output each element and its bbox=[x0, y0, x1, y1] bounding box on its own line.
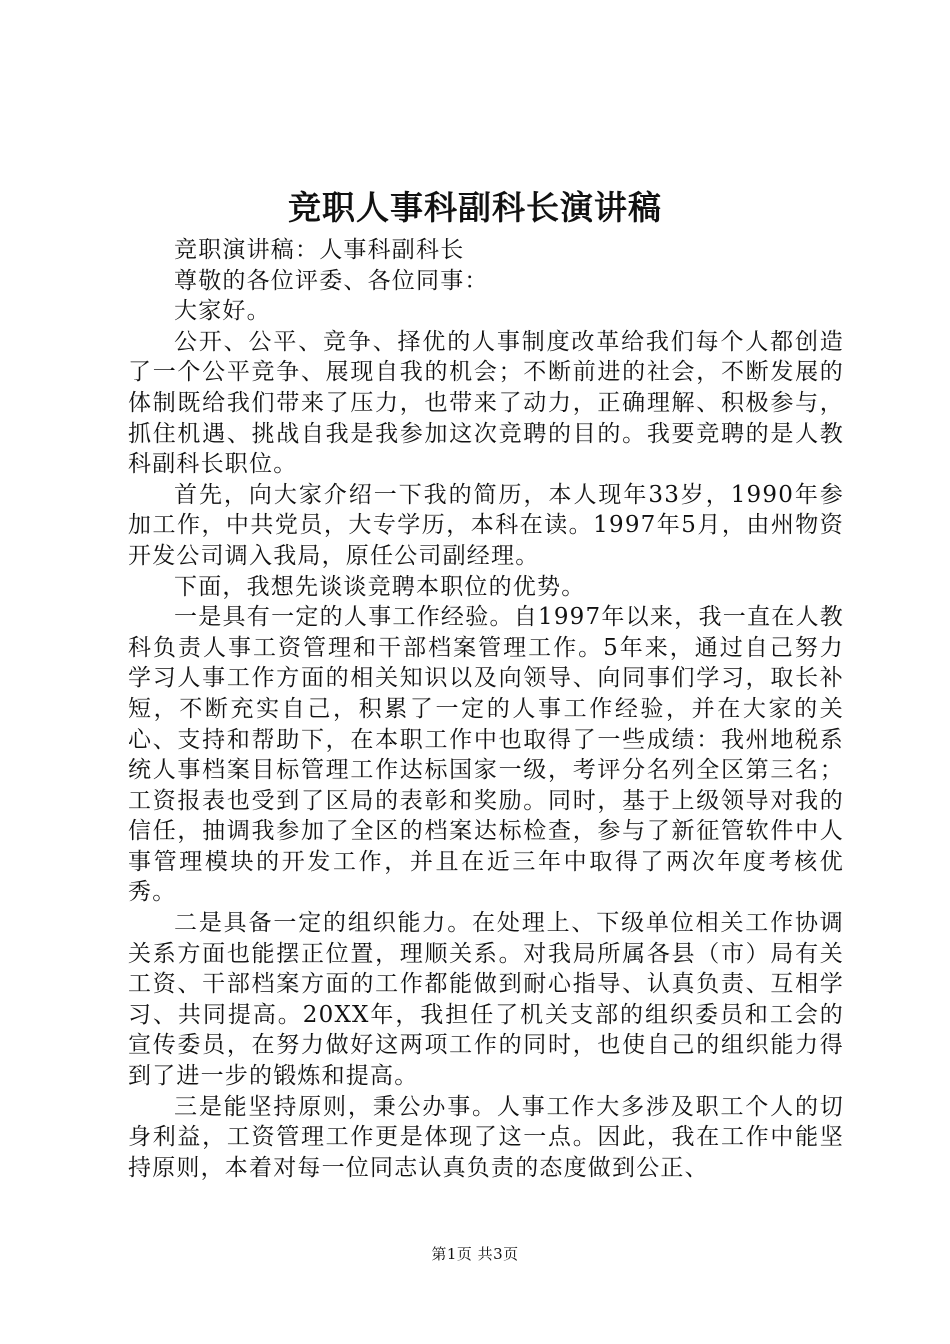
document-title: 竞职人事科副科长演讲稿 bbox=[288, 188, 662, 227]
paragraph-advantage-two: 二是具备一定的组织能力。在处理上、下级单位相关工作协调关系方面也能摆正位置，理顺关系。对我局所属各县（市）局有关工资、干部档案方面的工作都能做到耐心指导、认真负责、互相学习、共同提高。20XX年，我担任了机关支部的组织委员和工会的宣传委员，在努力做好这两项工作的同时，也使自己的组织能力得到了进一步的锻炼和提高。 bbox=[128, 910, 844, 1090]
paragraph-subtitle: 竞职演讲稿：人事科副科长 bbox=[174, 237, 465, 263]
paragraph-advantage-one: 一是具有一定的人事工作经验。自1997年以来，我一直在人教科负责人事工资管理和干部档案管理工作。5年来，通过自己努力学习人事工作方面的相关知识以及向领导、向同事们学习，取长补短，不断充实自己，积累了一定的人事工作经验，并在大家的关心、支持和帮助下，在本职工作中也取得了一些成绩：我州地税系统人事档案目标管理工作达标国家一级，考评分名列全区第三名；工资报表也受到了区局的表彰和奖励。同时，基于上级领导对我的信任，抽调我参加了全区的档案达标检查，参与了新征管软件中人事管理模块的开发工作，并且在近三年中取得了两次年度考核优秀。 bbox=[128, 604, 844, 906]
paragraph-advantage-three: 三是能坚持原则，秉公办事。人事工作大多涉及职工个人的切身利益，工资管理工作更是体现了这一点。因此，我在工作中能坚持原则，本着对每一位同志认真负责的态度做到公正、 bbox=[128, 1093, 844, 1181]
paragraph-resume: 首先，向大家介绍一下我的简历，本人现年33岁，1990年参加工作，中共党员，大专学历，本科在读。1997年5月，由州物资开发公司调入我局，原任公司副经理。 bbox=[128, 481, 844, 569]
paragraph-greeting: 大家好。 bbox=[174, 298, 271, 325]
paragraph-intro: 公开、公平、竞争、择优的人事制度改革给我们每个人都创造了一个公平竞争、展现自我的机会；不断前进的社会，不断发展的体制既给我们带来了压力，也带来了动力，正确理解、积极参与，抓住机遇、挑战自我是我参加这次竞聘的目的。我要竞聘的是人教科副科长职位。 bbox=[128, 328, 844, 478]
page-number-footer: 第1页 共3页 bbox=[431, 1245, 519, 1263]
paragraph-advantages-lead: 下面，我想先谈谈竞聘本职位的优势。 bbox=[174, 573, 586, 600]
document-body bbox=[128, 235, 844, 1183]
paragraph-salutation: 尊敬的各位评委、各位同事： bbox=[174, 267, 489, 294]
